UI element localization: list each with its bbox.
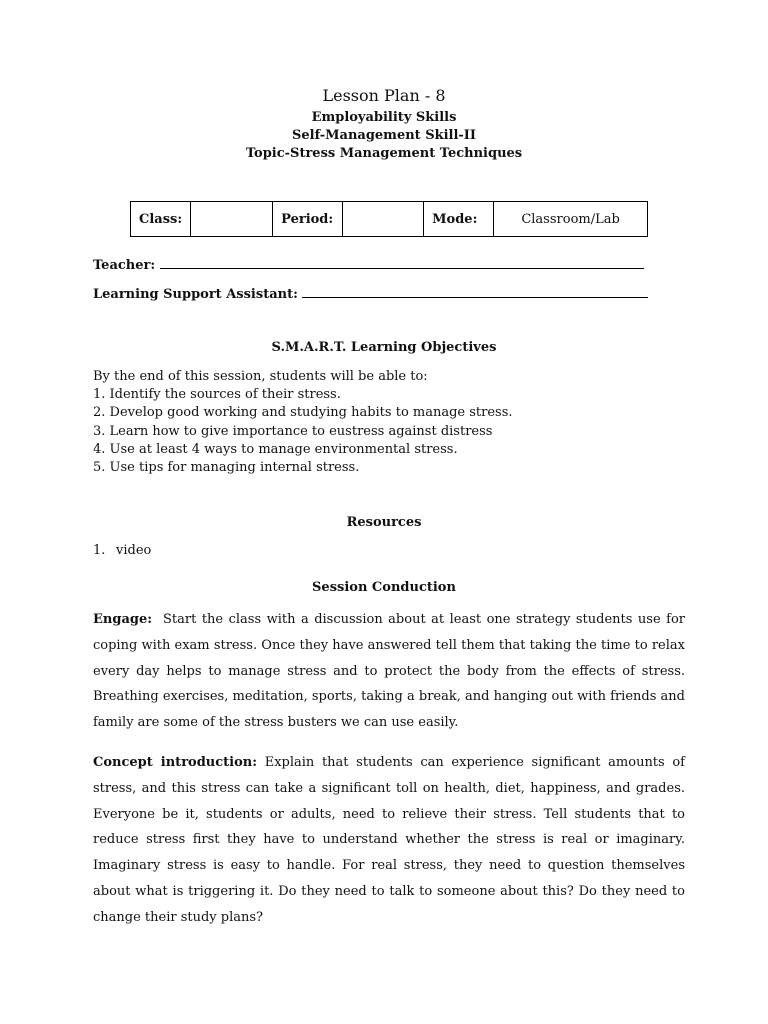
class-label: Class: xyxy=(131,202,191,237)
mode-label: Mode: xyxy=(424,202,494,237)
lsa-blank-line xyxy=(302,285,648,298)
engage-label: Engage: xyxy=(93,612,153,627)
objective-item: 1. Identify the sources of their stress. xyxy=(93,387,341,403)
teacher-blank-line xyxy=(160,256,644,269)
lsa-label: Learning Support Assistant: xyxy=(93,287,298,302)
lesson-meta-table xyxy=(130,201,648,237)
mode-value: Classroom/Lab xyxy=(494,202,648,237)
subject-title: Employability Skills xyxy=(311,110,457,125)
engage-text: Start the class with a discussion about at least one strategy students use for coping with exam stress. Once they have answered tell them that taking the time to relax every day helps to manage stress and to protect the body from the effects of stress. Breathing exercises, meditation, sports, taking a break, and hanging out with friends and family are some of the stress busters we can use easily. xyxy=(93,612,685,731)
teacher-label: Teacher: xyxy=(93,258,156,273)
objectives-heading: S.M.A.R.T. Learning Objectives xyxy=(271,340,497,355)
unit-title: Self-Management Skill-II xyxy=(292,128,476,143)
period-label: Period: xyxy=(273,202,343,237)
page-title: Lesson Plan - 8 xyxy=(322,86,446,105)
resource-item xyxy=(93,543,151,558)
objectives-intro: By the end of this session, students will be able to: xyxy=(93,369,428,384)
teacher-field xyxy=(93,256,644,273)
engage-paragraph xyxy=(93,607,685,736)
period-value xyxy=(343,202,424,237)
concept-text: Explain that students can experience significant amounts of stress, and this stress can take a significant toll on health, diet, happiness, and grades. Everyone be it, students or adults, need to relieve their stress. Tell students that to reduce stress first they have to understand whether the stress is real or imaginary. Imaginary stress is easy to handle. For real stress, they need to question themselves about what is triggering it. Do they need to talk to someone about this? Do they need to change their study plans? xyxy=(93,755,685,925)
concept-label: Concept introduction: xyxy=(93,755,258,770)
objective-item: 4. Use at least 4 ways to manage environmental stress. xyxy=(93,441,458,457)
concept-paragraph xyxy=(93,750,685,931)
objective-item: 3. Learn how to give importance to eustress against distress xyxy=(93,423,493,439)
topic-title: Topic-Stress Management Techniques xyxy=(245,146,523,161)
objective-item: 2. Develop good working and studying habits to manage stress. xyxy=(93,405,513,421)
objectives-list xyxy=(93,368,513,477)
class-value xyxy=(191,202,273,237)
resources-heading: Resources xyxy=(346,515,422,530)
resource-text: video xyxy=(116,543,152,558)
session-heading: Session Conduction xyxy=(312,580,456,595)
objective-item: 5. Use tips for managing internal stress. xyxy=(93,460,360,476)
lsa-field xyxy=(93,285,648,302)
resource-number: 1. xyxy=(93,543,106,558)
